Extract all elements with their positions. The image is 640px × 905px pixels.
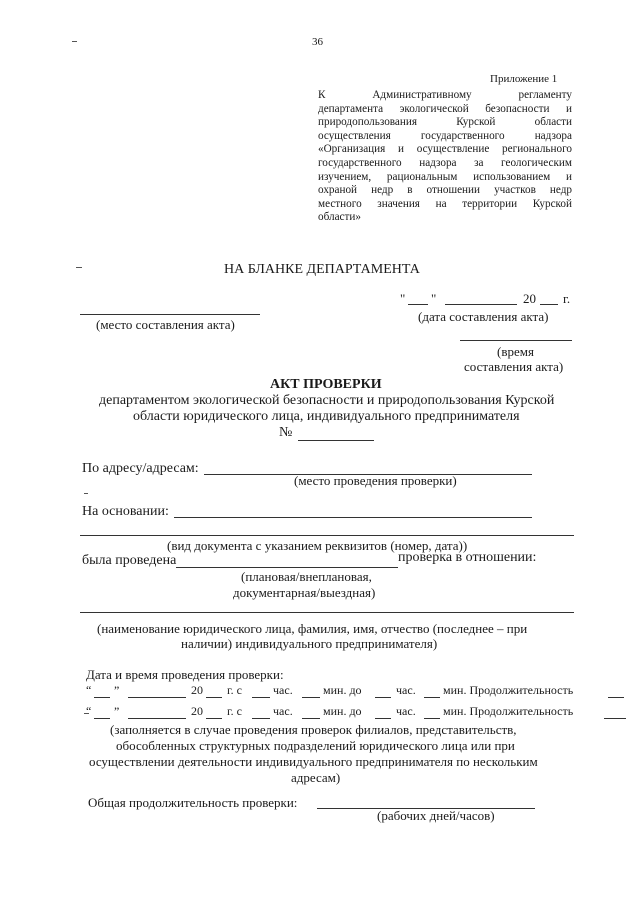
date-suffix: г. bbox=[563, 291, 571, 306]
minute-from-field[interactable] bbox=[302, 697, 320, 698]
duration-label: мин. Продолжительность bbox=[443, 683, 574, 697]
address-caption: (место проведения проверки) bbox=[294, 473, 457, 488]
appendix-line: департамента экологической безопасности и bbox=[318, 102, 572, 115]
appendix-line: изучением, рациональным использованием и bbox=[318, 170, 572, 183]
year-prefix: 20 bbox=[191, 704, 203, 718]
time-caption: составления акта) bbox=[464, 359, 564, 374]
entity-caption: (наименование юридического лица, фамилия, имя, отчество (последнее – при bbox=[97, 621, 528, 636]
duration-field[interactable] bbox=[608, 697, 624, 698]
appendix-line: государственного надзора за геологическим bbox=[318, 156, 572, 169]
basis-caption: (вид документа с указанием реквизитов (номер, дата)) bbox=[167, 538, 468, 553]
from-label: г. с bbox=[227, 683, 242, 697]
quote-open: “ bbox=[86, 704, 92, 718]
year-field[interactable] bbox=[206, 697, 222, 698]
appendix-line: осуществления государственного надзора bbox=[318, 129, 572, 142]
inspection-type-caption: (плановая/внеплановая, bbox=[241, 569, 372, 584]
duration-label: мин. Продолжительность bbox=[443, 704, 574, 718]
duration-field[interactable] bbox=[604, 718, 626, 719]
minute-from-field[interactable] bbox=[302, 718, 320, 719]
time-caption: (время bbox=[497, 344, 534, 359]
entity-field[interactable] bbox=[80, 612, 574, 613]
appendix-line: области» bbox=[318, 211, 361, 224]
address-label: По адресу/адресам: bbox=[82, 461, 199, 476]
year-field[interactable] bbox=[206, 718, 222, 719]
inspection-type-caption: документарная/выездная) bbox=[233, 585, 376, 600]
letterhead: НА БЛАНКЕ ДЕПАРТАМЕНТА bbox=[224, 262, 420, 277]
basis-field[interactable] bbox=[174, 517, 532, 518]
appendix-line: природопользования Курской области bbox=[318, 116, 572, 129]
month-field[interactable] bbox=[128, 697, 186, 698]
entity-caption: наличии) индивидуального предпринимателя) bbox=[181, 636, 438, 651]
hour-from-field[interactable] bbox=[252, 718, 270, 719]
date-day-field[interactable] bbox=[408, 304, 428, 305]
time-field[interactable] bbox=[460, 340, 572, 341]
minute-to-field[interactable] bbox=[424, 718, 440, 719]
appendix-label: Приложение 1 bbox=[490, 73, 558, 85]
datetime-note: обособленных структурных подразделений юридического лица или при bbox=[116, 738, 515, 753]
date-year-field[interactable] bbox=[540, 304, 558, 305]
document-title: АКТ ПРОВЕРКИ bbox=[270, 377, 382, 392]
appendix-line: «Организация и осуществление регионального bbox=[318, 143, 572, 156]
date-month-field[interactable] bbox=[445, 304, 517, 305]
hour-label: час. bbox=[273, 683, 293, 697]
datetime-label: Дата и время проведения проверки: bbox=[86, 667, 284, 682]
regarding-label: проверка в отношении: bbox=[398, 550, 537, 565]
datetime-note: осуществлении деятельности индивидуального предпринимателя по нескольким bbox=[89, 754, 538, 769]
basis-field-continued[interactable] bbox=[80, 535, 574, 536]
document-subtitle: департаментом экологической безопасности и природопользования Курской bbox=[99, 393, 555, 408]
date-quote-close: " bbox=[431, 291, 437, 306]
minute-to-field[interactable] bbox=[424, 697, 440, 698]
scan-speck bbox=[72, 41, 77, 42]
number-field[interactable] bbox=[298, 440, 374, 441]
document-subtitle: области юридического лица, индивидуального предпринимателя bbox=[133, 409, 520, 424]
year-prefix: 20 bbox=[191, 683, 203, 697]
hour-from-field[interactable] bbox=[252, 697, 270, 698]
total-duration-caption: (рабочих дней/часов) bbox=[377, 808, 495, 823]
hour-label: час. bbox=[273, 704, 293, 718]
place-caption: (место составления акта) bbox=[96, 317, 235, 332]
date-quote-open: " bbox=[400, 291, 406, 306]
from-label: г. с bbox=[227, 704, 242, 718]
quote-close: ” bbox=[114, 704, 120, 718]
basis-label: На основании: bbox=[82, 504, 169, 519]
minute-to-label: мин. до bbox=[323, 704, 362, 718]
quote-close: ” bbox=[114, 683, 120, 697]
page-number: 36 bbox=[312, 36, 323, 48]
month-field[interactable] bbox=[128, 718, 186, 719]
inspection-type-field[interactable] bbox=[176, 567, 398, 568]
appendix-line: охраной недр в отношении участков недр bbox=[318, 184, 572, 197]
quote-open: “ bbox=[86, 683, 92, 697]
day-field[interactable] bbox=[94, 718, 110, 719]
scan-speck bbox=[76, 267, 82, 268]
appendix-line: К Административному регламенту bbox=[318, 89, 572, 101]
datetime-note: адресам) bbox=[291, 770, 341, 785]
scan-speck bbox=[84, 493, 88, 494]
place-field[interactable] bbox=[80, 314, 260, 315]
datetime-note: (заполняется в случае проведения проверок филиалов, представительств, bbox=[110, 722, 517, 737]
appendix-line: местного значения на территории Курской bbox=[318, 197, 572, 210]
total-duration-label: Общая продолжительность проверки: bbox=[88, 795, 298, 810]
minute-to-label: мин. до bbox=[323, 683, 362, 697]
conducted-label: была проведена bbox=[82, 553, 177, 568]
appendix-text bbox=[318, 89, 572, 225]
hour-label: час. bbox=[396, 683, 416, 697]
hour-to-field[interactable] bbox=[375, 697, 391, 698]
date-caption: (дата составления акта) bbox=[418, 309, 549, 324]
day-field[interactable] bbox=[94, 697, 110, 698]
hour-to-field[interactable] bbox=[375, 718, 391, 719]
number-sign: № bbox=[279, 425, 293, 440]
date-year: 20 bbox=[523, 291, 536, 306]
hour-label: час. bbox=[396, 704, 416, 718]
